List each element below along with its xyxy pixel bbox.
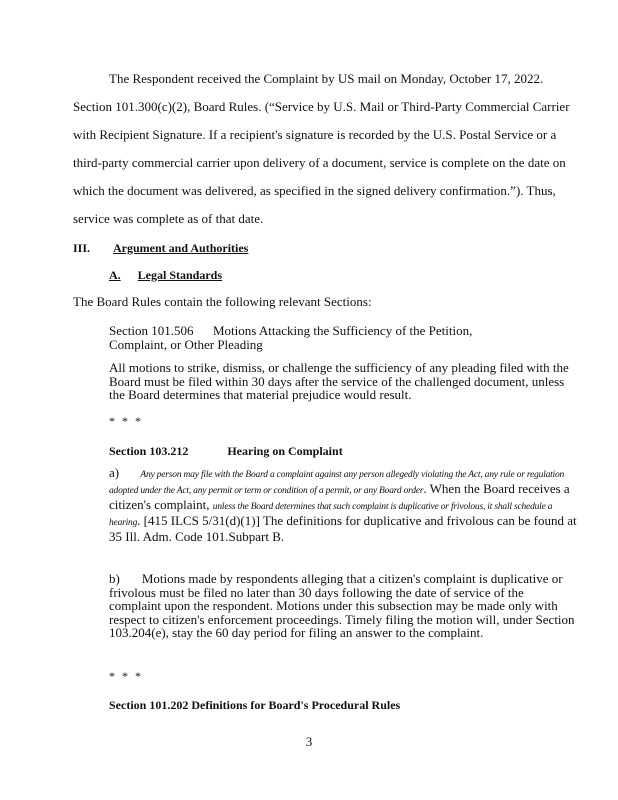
section-103-212-number: Section 103.212 <box>109 444 189 458</box>
section-103-212-b <box>109 572 579 640</box>
section-101-506 <box>109 324 579 351</box>
intro-line-4: third-party commercial carrier upon delivery of a document, service is complete on the date on <box>73 155 566 170</box>
stars-separator-1: * * * <box>109 414 143 428</box>
section-101-506-text <box>109 361 579 402</box>
stars-separator-2: * * * <box>109 669 143 683</box>
section-101-506-heading-line-2: Complaint, or Other Pleading <box>109 336 263 352</box>
subsection-a-letter: A. <box>109 268 121 282</box>
subsection-a-text-1: . When the Board receives a citizen's complaint, <box>109 481 570 512</box>
section-iii-heading <box>73 241 248 256</box>
intro-line-1: The Respondent received the Complaint by US mail on Monday, October 17, 2022. <box>109 71 544 86</box>
intro-line-6: service was complete as of that date. <box>73 211 264 226</box>
section-101-202-heading: Section 101.202 Definitions for Board's Procedural Rules <box>109 698 401 712</box>
section-103-212-title: Hearing on Complaint <box>227 444 343 458</box>
board-rules-intro: The Board Rules contain the following relevant Sections: <box>73 294 372 309</box>
section-101-506-body: All motions to strike, dismiss, or challenge the sufficiency of any pleading filed with the Board must be filed within 30 days after the service of the challenged document, unless the Board determines that material prejudice would result. <box>109 360 569 403</box>
section-iii-title: Argument and Authorities <box>113 241 249 255</box>
subsection-a-title: Legal Standards <box>137 268 223 282</box>
section-iii-number: III. <box>73 241 91 255</box>
subsection-a-italic-2: unless the Board determines that such complaint is duplicative or frivolous, it shall schedule a hearing <box>109 502 553 528</box>
section-103-212-a <box>109 466 579 543</box>
intro-line-2: Section 101.300(c)(2), Board Rules. (“Service by U.S. Mail or Third-Party Commercial Carrier <box>73 99 570 114</box>
intro-line-5: which the document was delivered, as specified in the signed delivery confirmation.”). Thus, <box>73 183 556 198</box>
subsection-a-label: a) <box>109 465 120 480</box>
subsection-b-label: b) <box>109 571 120 586</box>
section-101-506-heading-line-1: Section 101.506 Motions Attacking the Sufficiency of the Petition, <box>109 323 473 338</box>
intro-line-3: with Recipient Signature. If a recipient's signature is recorded by the U.S. Postal Service or a <box>73 127 557 142</box>
subsection-b-text: Motions made by respondents alleging that a citizen's complaint is duplicative or frivolous must be filed no later than 30 days following the date of service of the complaint upon the respondent. Motions under this subsection may be made only with respect to citizen's enforcement proceedings. Timely filing the motion will, under Section 103.204(e), stay the 60 day period for filing an answer to the complaint. <box>109 571 575 641</box>
section-103-212-heading <box>109 444 343 459</box>
subsection-a-heading <box>109 268 222 283</box>
page-number: 3 <box>305 734 313 749</box>
subsection-a-italic-1: Any person may file with the Board a complaint against any person allegedly violating the Act, any rule or regulation adopted under the Act, any permit or term or condition of a permit, or any Board order <box>109 470 565 496</box>
subsection-a-text-2: . [415 ILCS 5/31(d)(1)] The definitions for duplicative and frivolous can be found at 35 Ill. Adm. Code 101.Subpart B. <box>109 513 577 544</box>
